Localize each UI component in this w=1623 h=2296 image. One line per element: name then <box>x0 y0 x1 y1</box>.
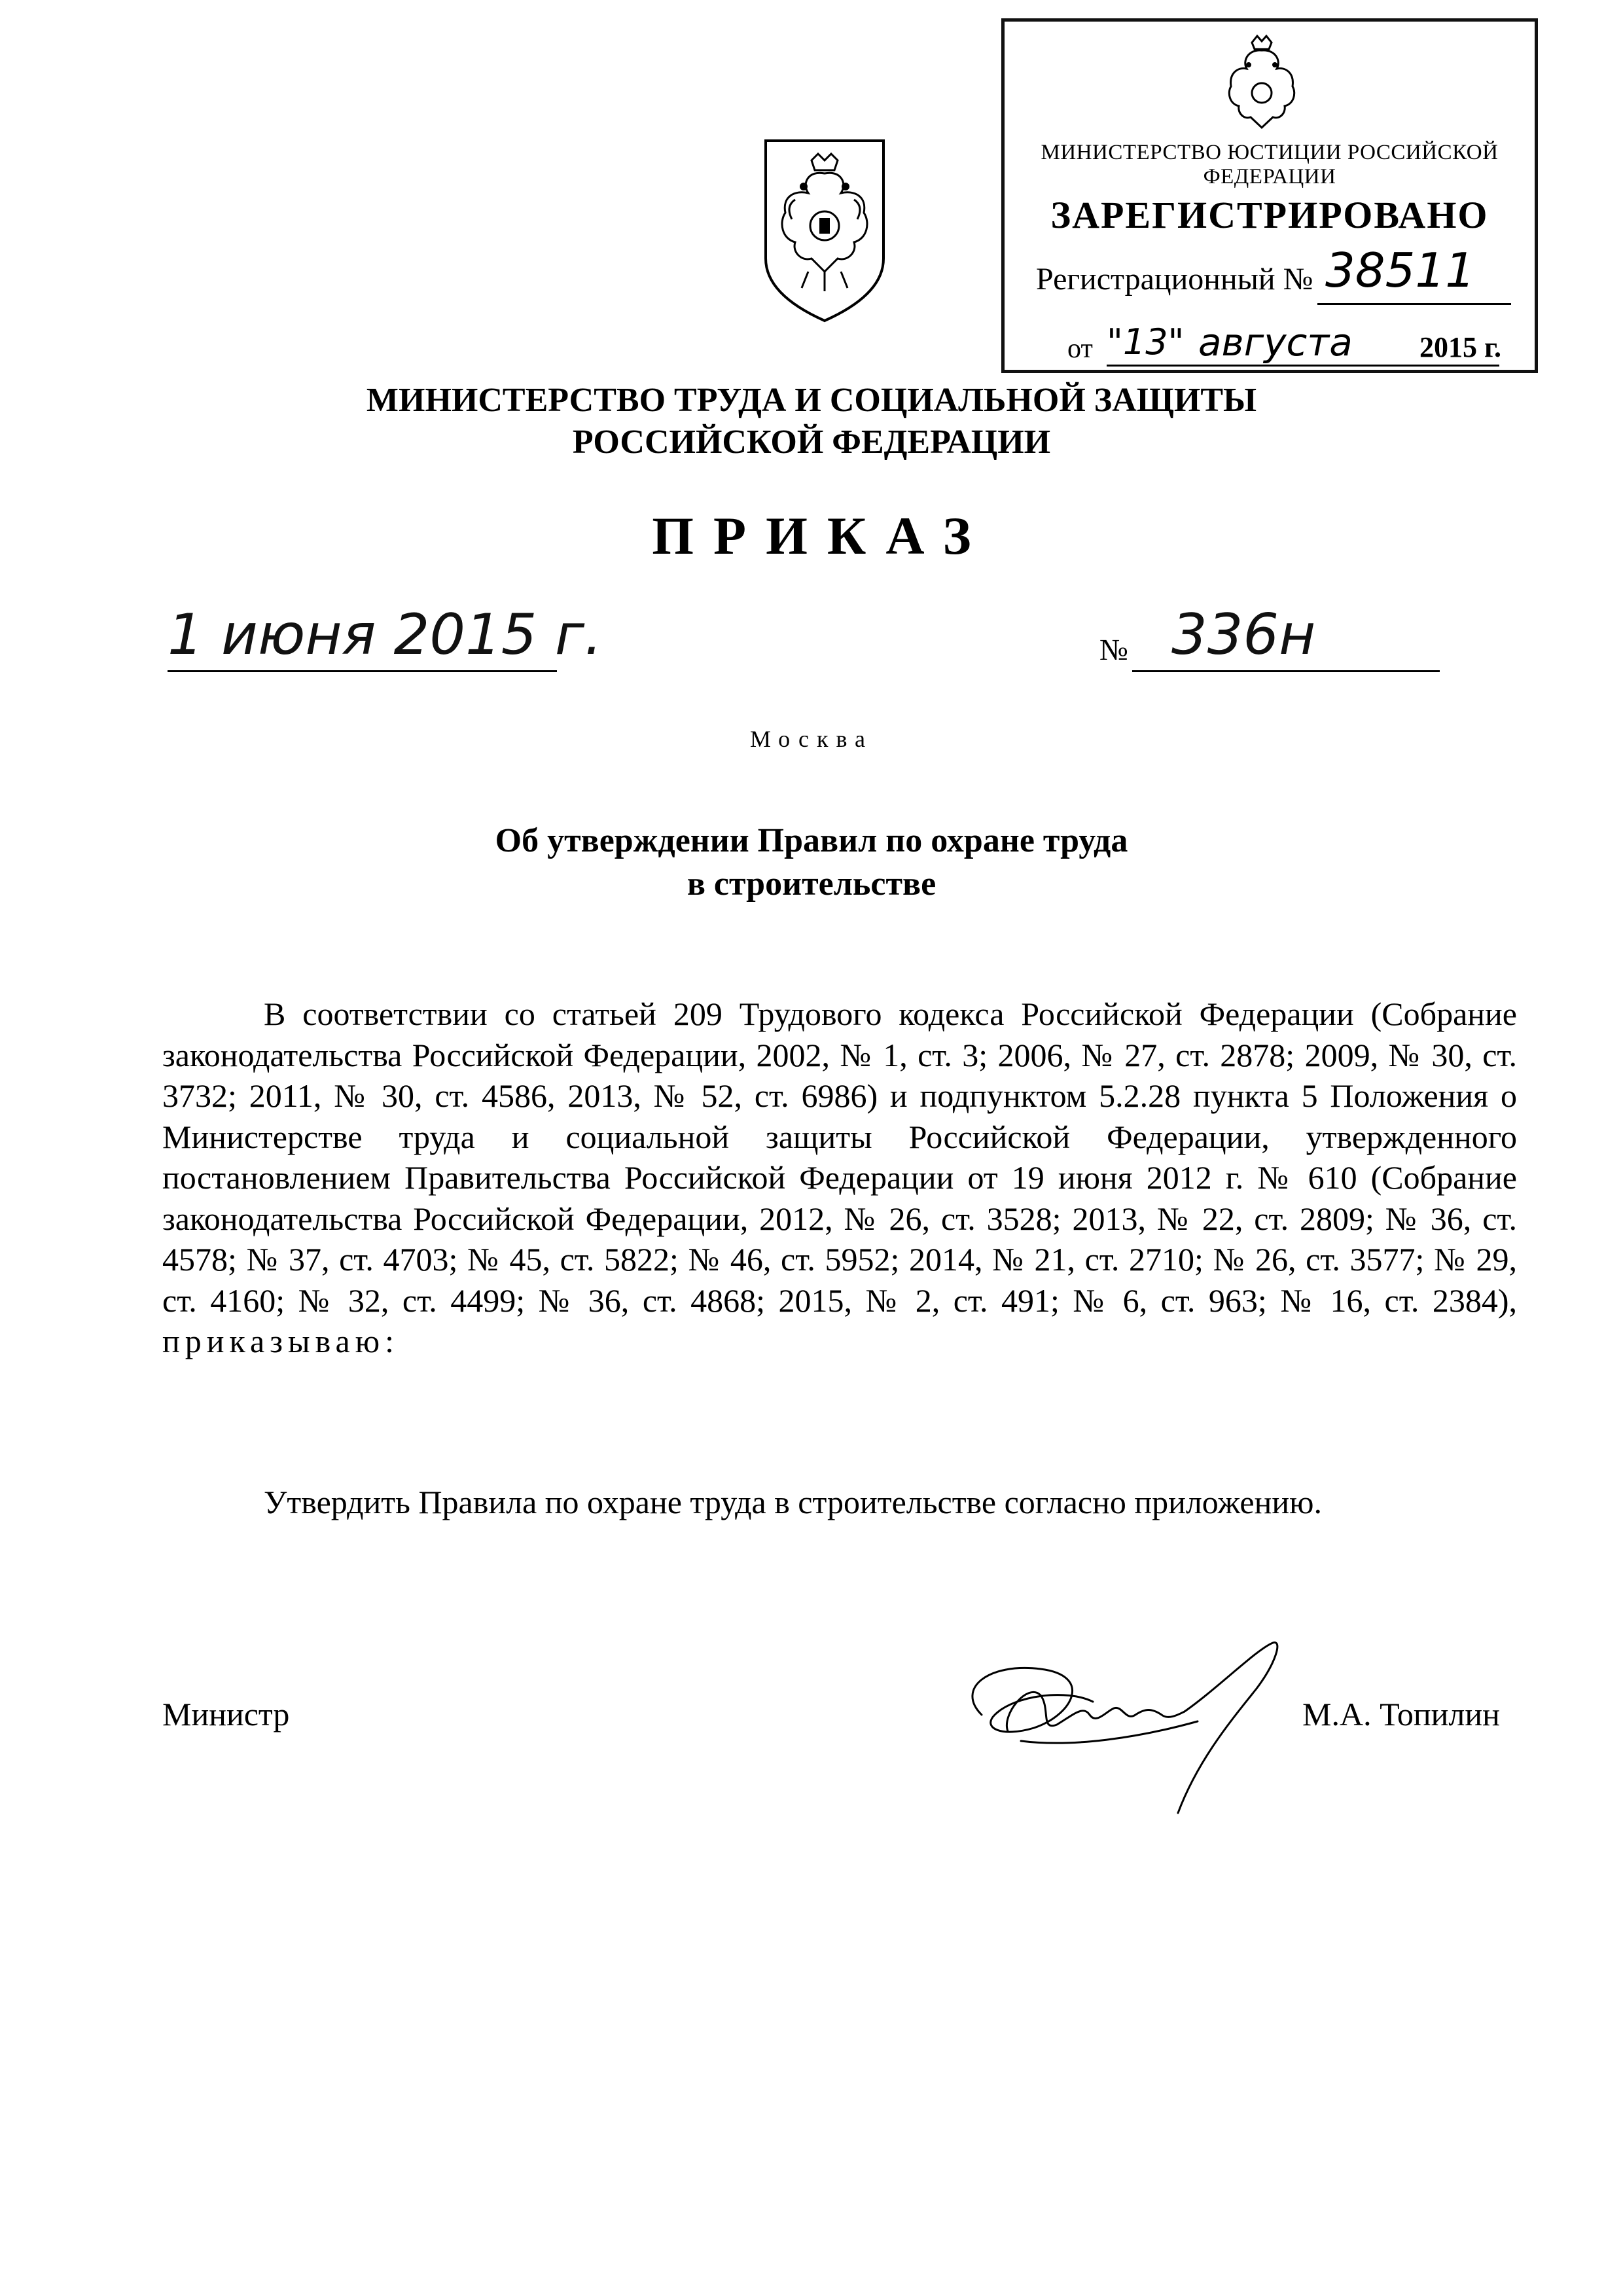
stamp-registration-label: Регистрационный № <box>1036 262 1313 296</box>
order-body-text: В соответствии со статьей 209 Трудового кодекса Российской Федерации (Собрание законодательства Российской Федерации, 2002, № 1, ст. 3; 2006, № 27, ст. 2878; 2009, № 30, ст. 3732; 2011, № 30, ст. 4586, 2013, № 52, ст. 6986) и подпунктом 5.2.28 пункта 5 Положения о Министерстве труда и социальной защиты Российской Федерации, утвержденного постановлением Правительства Российской Федерации от 19 июня 2012 г. № 610 (Собрание законодательства Российской Федерации, 2012, № 26, ст. 3528; 2013, № 22, ст. 2809; № 36, ст. 4578; № 37, ст. 4703; № 45, ст. 5822; № 46, ст. 5952; 2014, № 21, ст. 2710; № 26, ст. 3577; № 29, ст. 4160; № 32, ст. 4499; № 36, ст. 4868; 2015, № 2, ст. 491; № 6, ст. 963; № 16, ст. 2384), <box>162 996 1517 1319</box>
stamp-date-prefix: от <box>1067 334 1093 364</box>
order-date-underline <box>168 670 557 672</box>
ministry-heading-line2: РОССИЙСКОЙ ФЕДЕРАЦИИ <box>572 423 1051 461</box>
stamp-date-day: "13" <box>1107 321 1185 363</box>
handwritten-signature <box>942 1617 1296 1833</box>
order-date: 1 июня 2015 г. <box>168 602 603 668</box>
stamp-date-year: 2015 г. <box>1419 331 1502 363</box>
city-name: Москва <box>750 726 873 752</box>
stamp-registered-label: ЗАРЕГИСТРИРОВАНО <box>1050 194 1489 236</box>
document-type-title: ПРИКАЗ <box>652 506 991 565</box>
order-subject-line2: в строительстве <box>687 865 936 903</box>
stamp-number-underline <box>1317 303 1511 305</box>
signatory-name: М.А. Топилин <box>1302 1696 1500 1732</box>
coat-of-arms-icon <box>746 134 903 324</box>
ministry-heading-line1: МИНИСТЕРСТВО ТРУДА И СОЦИАЛЬНОЙ ЗАЩИТЫ <box>366 382 1257 419</box>
stamp-date-row <box>1067 321 1512 367</box>
stamp-registration-number: 38511 <box>1325 243 1476 298</box>
stamp-ministry-name: МИНИСТЕРСТВО ЮСТИЦИИ РОССИЙСКОЙ ФЕДЕРАЦИИ <box>1041 141 1499 188</box>
registration-stamp <box>1001 18 1538 373</box>
order-directive-word: приказываю: <box>162 1323 399 1359</box>
order-subject-line1: Об утверждении Правил по охране труда <box>495 822 1128 859</box>
stamp-date-month: августа <box>1198 320 1353 365</box>
order-approval-paragraph: Утвердить Правила по охране труда в строительстве согласно приложению. <box>264 1484 1322 1520</box>
stamp-coat-of-arms-icon <box>1213 31 1311 142</box>
ministry-heading <box>0 380 1623 463</box>
order-body-paragraph <box>162 994 1517 1362</box>
signatory-role: Министр <box>162 1696 290 1732</box>
stamp-date-underline <box>1107 365 1499 367</box>
order-number: 336н <box>1171 602 1316 668</box>
order-number-sign: № <box>1099 633 1128 666</box>
order-subject <box>0 819 1623 906</box>
order-number-underline <box>1132 670 1440 672</box>
